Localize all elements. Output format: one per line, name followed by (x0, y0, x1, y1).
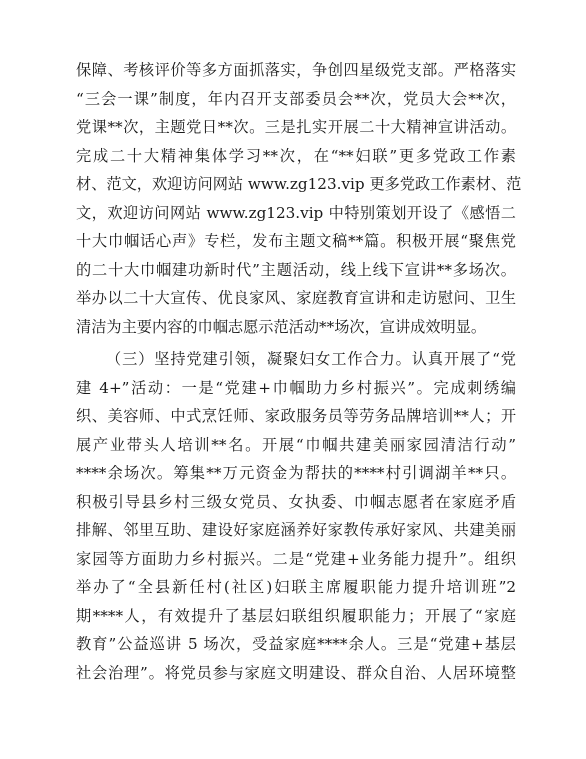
text-line: ****余场次。筹集**万元资金为帮扶的****村引调湖羊**只。 (76, 464, 516, 482)
text-line: 期****人，有效提升了基层妇联组织履职能力；开展了“家庭 (76, 606, 516, 625)
text-line: 教育”公益巡讲 5 场次，受益家庭****余人。三是“党建+基层 (76, 635, 516, 653)
text-line: 织、美容师、中式烹饪师、家政服务员等劳务品牌培训**人；开 (76, 407, 516, 425)
text-line: 排解、邻里互助、建设好家庭涵养好家教传承好家风、共建美丽 (76, 521, 516, 539)
text-line: 十大巾帼话心声》专栏，发布主题文稿**篇。积极开展“聚焦党 (76, 232, 516, 250)
text-line: 完成二十大精神集体学习**次，在“**妇联”更多党政工作素 (76, 146, 516, 165)
text-line: 材、范文，欢迎访问网站 www.zg123.vip 更多党政工作素材、范 (76, 175, 522, 193)
text-line: 展产业带头人培训**名。开展“巾帼共建美丽家园清洁行动” (76, 435, 516, 454)
text-line: 清洁为主要内容的巾帼志愿示范活动**场次，宣讲成效明显。 (76, 317, 487, 336)
text-line: 保障、考核评价等多方面抓落实，争创四星级党支部。严格落实 (76, 61, 516, 79)
text-line: 党课**次，主题党日**次。三是扎实开展二十大精神宣讲活动。 (76, 118, 516, 136)
text-line: 举办以二十大宣传、优良家风、家庭教育宣讲和走访慰问、卫生 (76, 289, 516, 307)
text-line: “三会一课”制度，年内召开支部委员会**次，党员大会**次， (76, 89, 516, 108)
text-line: 建 4+”活动：一是“党建+巾帼助力乡村振兴”。完成刺绣编 (76, 378, 516, 397)
text-line: 积极引导县乡村三级女党员、女执委、巾帼志愿者在家庭矛盾 (76, 492, 516, 511)
document-body (76, 56, 522, 687)
text-line: 社会治理”。将党员参与家庭文明建设、群众自治、人居环境整 (76, 663, 516, 682)
text-line: 举办了“全县新任村(社区)妇联主席履职能力提升培训班”2 (76, 578, 516, 596)
text-line: （三）坚持党建引领，凝聚妇女工作合力。认真开展了“党 (106, 350, 516, 368)
text-line: 的二十大巾帼建功新时代”主题活动，线上线下宣讲**多场次。 (76, 260, 516, 279)
text-line: 家园等方面助力乡村振兴。二是“党建+业务能力提升”。组织 (76, 549, 516, 568)
text-line: 文，欢迎访问网站 www.zg123.vip 中特别策划开设了《感悟二 (76, 203, 516, 222)
